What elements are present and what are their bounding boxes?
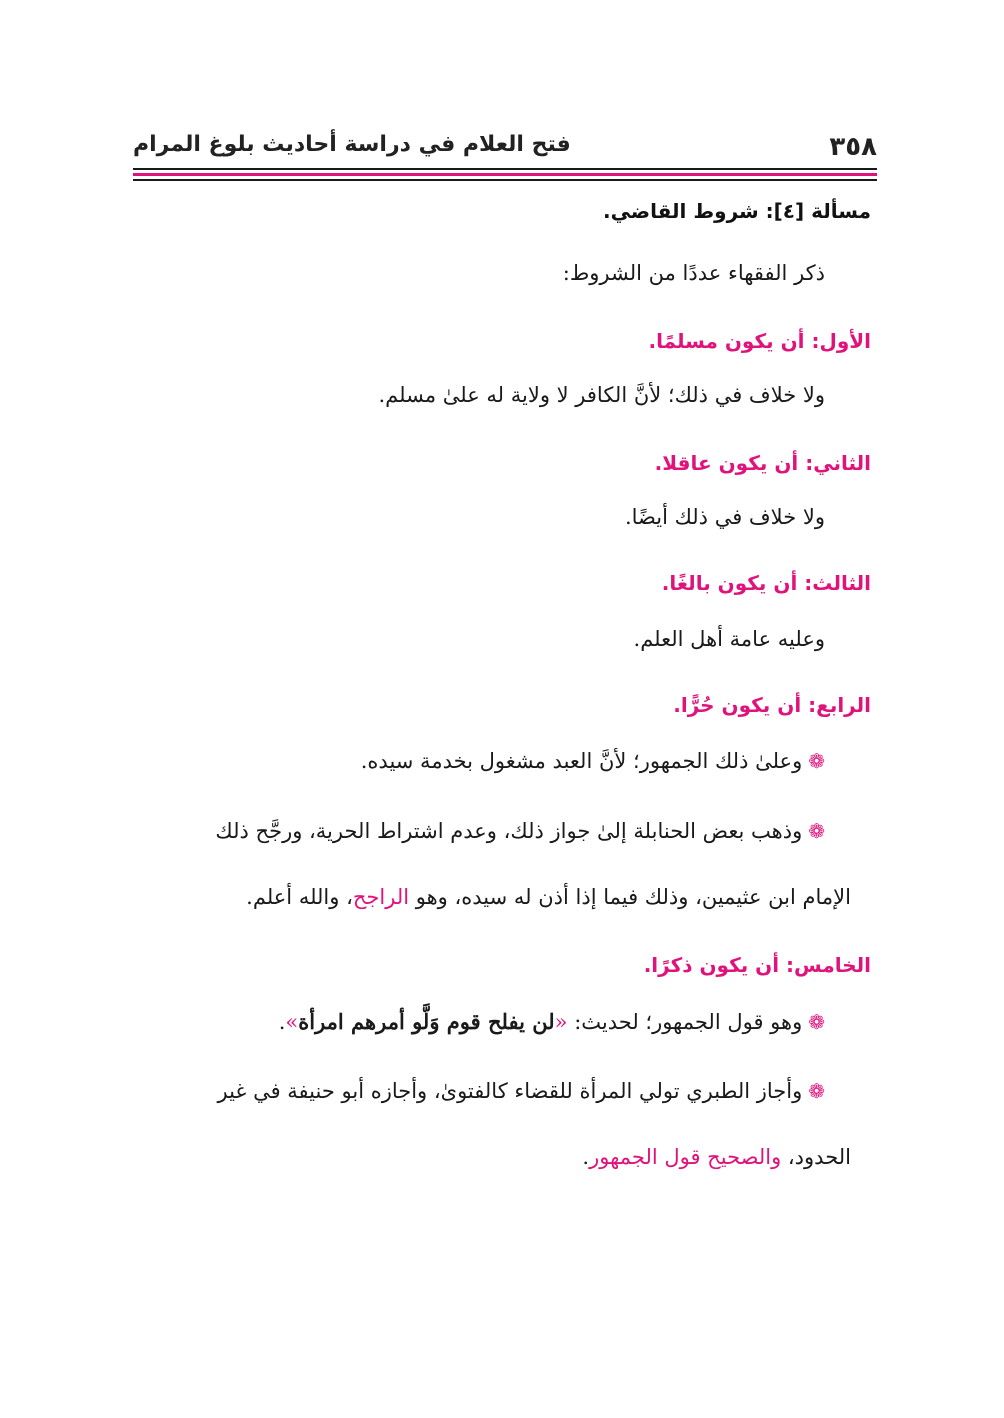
fourth-point-2-line-1 <box>133 818 871 845</box>
fifth-point-1 <box>279 1008 871 1036</box>
third-condition-heading: الثالث: أن يكون بالغًا. <box>661 571 871 595</box>
fifth-point-2-line-2 <box>582 1144 851 1171</box>
first-condition-heading: الأول: أن يكون مسلمًا. <box>648 329 871 353</box>
second-condition-text: ولا خلاف في ذلك أيضًا. <box>624 505 825 529</box>
fifth-point-1-text: وهو قول الجمهور؛ لحديث: <box>574 1010 803 1034</box>
quote-close: » <box>285 1010 299 1034</box>
third-condition-text: وعليه عامة أهل العلم. <box>633 627 825 651</box>
fifth-point-1-end: . <box>278 1010 286 1034</box>
first-condition-text: ولا خلاف في ذلك؛ لأنَّ الكافر لا ولاية له علىٰ مسلم. <box>378 383 825 407</box>
issue-heading <box>603 198 871 224</box>
correct-opinion-highlight: والصحيح قول الجمهور <box>589 1145 782 1169</box>
issue-heading-title: شروط القاضي. <box>602 199 759 223</box>
fourth-point-2-cont: الإمام ابن عثيمين، وذلك فيما إذا أذن له سيده، وهو <box>415 885 851 909</box>
fourth-point-1-text: وعلىٰ ذلك الجمهور؛ لأنَّ العبد مشغول بخدمة سيده. <box>360 749 803 773</box>
flower-bullet-icon: ❁ <box>808 1079 825 1103</box>
running-header <box>133 130 877 164</box>
book-title: فتح العلام في دراسة أحاديث بلوغ المرام <box>133 132 571 157</box>
preferred-opinion-highlight: الراجح <box>352 885 410 909</box>
fifth-point-2-text: وأجاز الطبري تولي المرأة للقضاء كالفتوىٰ، وأجازه أبو حنيفة في غير <box>217 1079 803 1103</box>
flower-bullet-icon: ❁ <box>808 819 825 843</box>
flower-bullet-icon: ❁ <box>808 749 825 773</box>
fourth-point-2-end: ، والله أعلم. <box>246 885 353 909</box>
fourth-point-1 <box>361 748 871 775</box>
flower-bullet-icon: ❁ <box>808 1010 825 1034</box>
fifth-point-2-line-1 <box>133 1078 871 1105</box>
fourth-point-2-line-2 <box>246 884 851 911</box>
fourth-point-2-text: وذهب بعض الحنابلة إلىٰ جواز ذلك، وعدم اشتراط الحرية، ورجَّح ذلك <box>215 819 803 843</box>
header-rule-bottom <box>133 179 877 181</box>
intro-text: ذكر الفقهاء عددًا من الشروط: <box>562 261 825 285</box>
fourth-condition-heading: الرابع: أن يكون حُرًّا. <box>673 693 871 717</box>
header-rule-top <box>133 168 877 170</box>
fifth-point-2-end: . <box>582 1145 590 1169</box>
quote-open: « <box>554 1010 568 1034</box>
page-number: ٣٥٨ <box>829 132 877 162</box>
hadith-text: لن يفلح قوم وَلَّو أمرهم امرأة <box>298 1009 555 1034</box>
fifth-condition-heading: الخامس: أن يكون ذكرًا. <box>643 953 871 977</box>
header-rule-accent <box>133 173 877 176</box>
second-condition-heading: الثاني: أن يكون عاقلا. <box>654 451 871 475</box>
issue-heading-prefix: مسألة [٤]: <box>765 199 871 223</box>
fifth-point-2-cont: الحدود، <box>787 1145 851 1169</box>
